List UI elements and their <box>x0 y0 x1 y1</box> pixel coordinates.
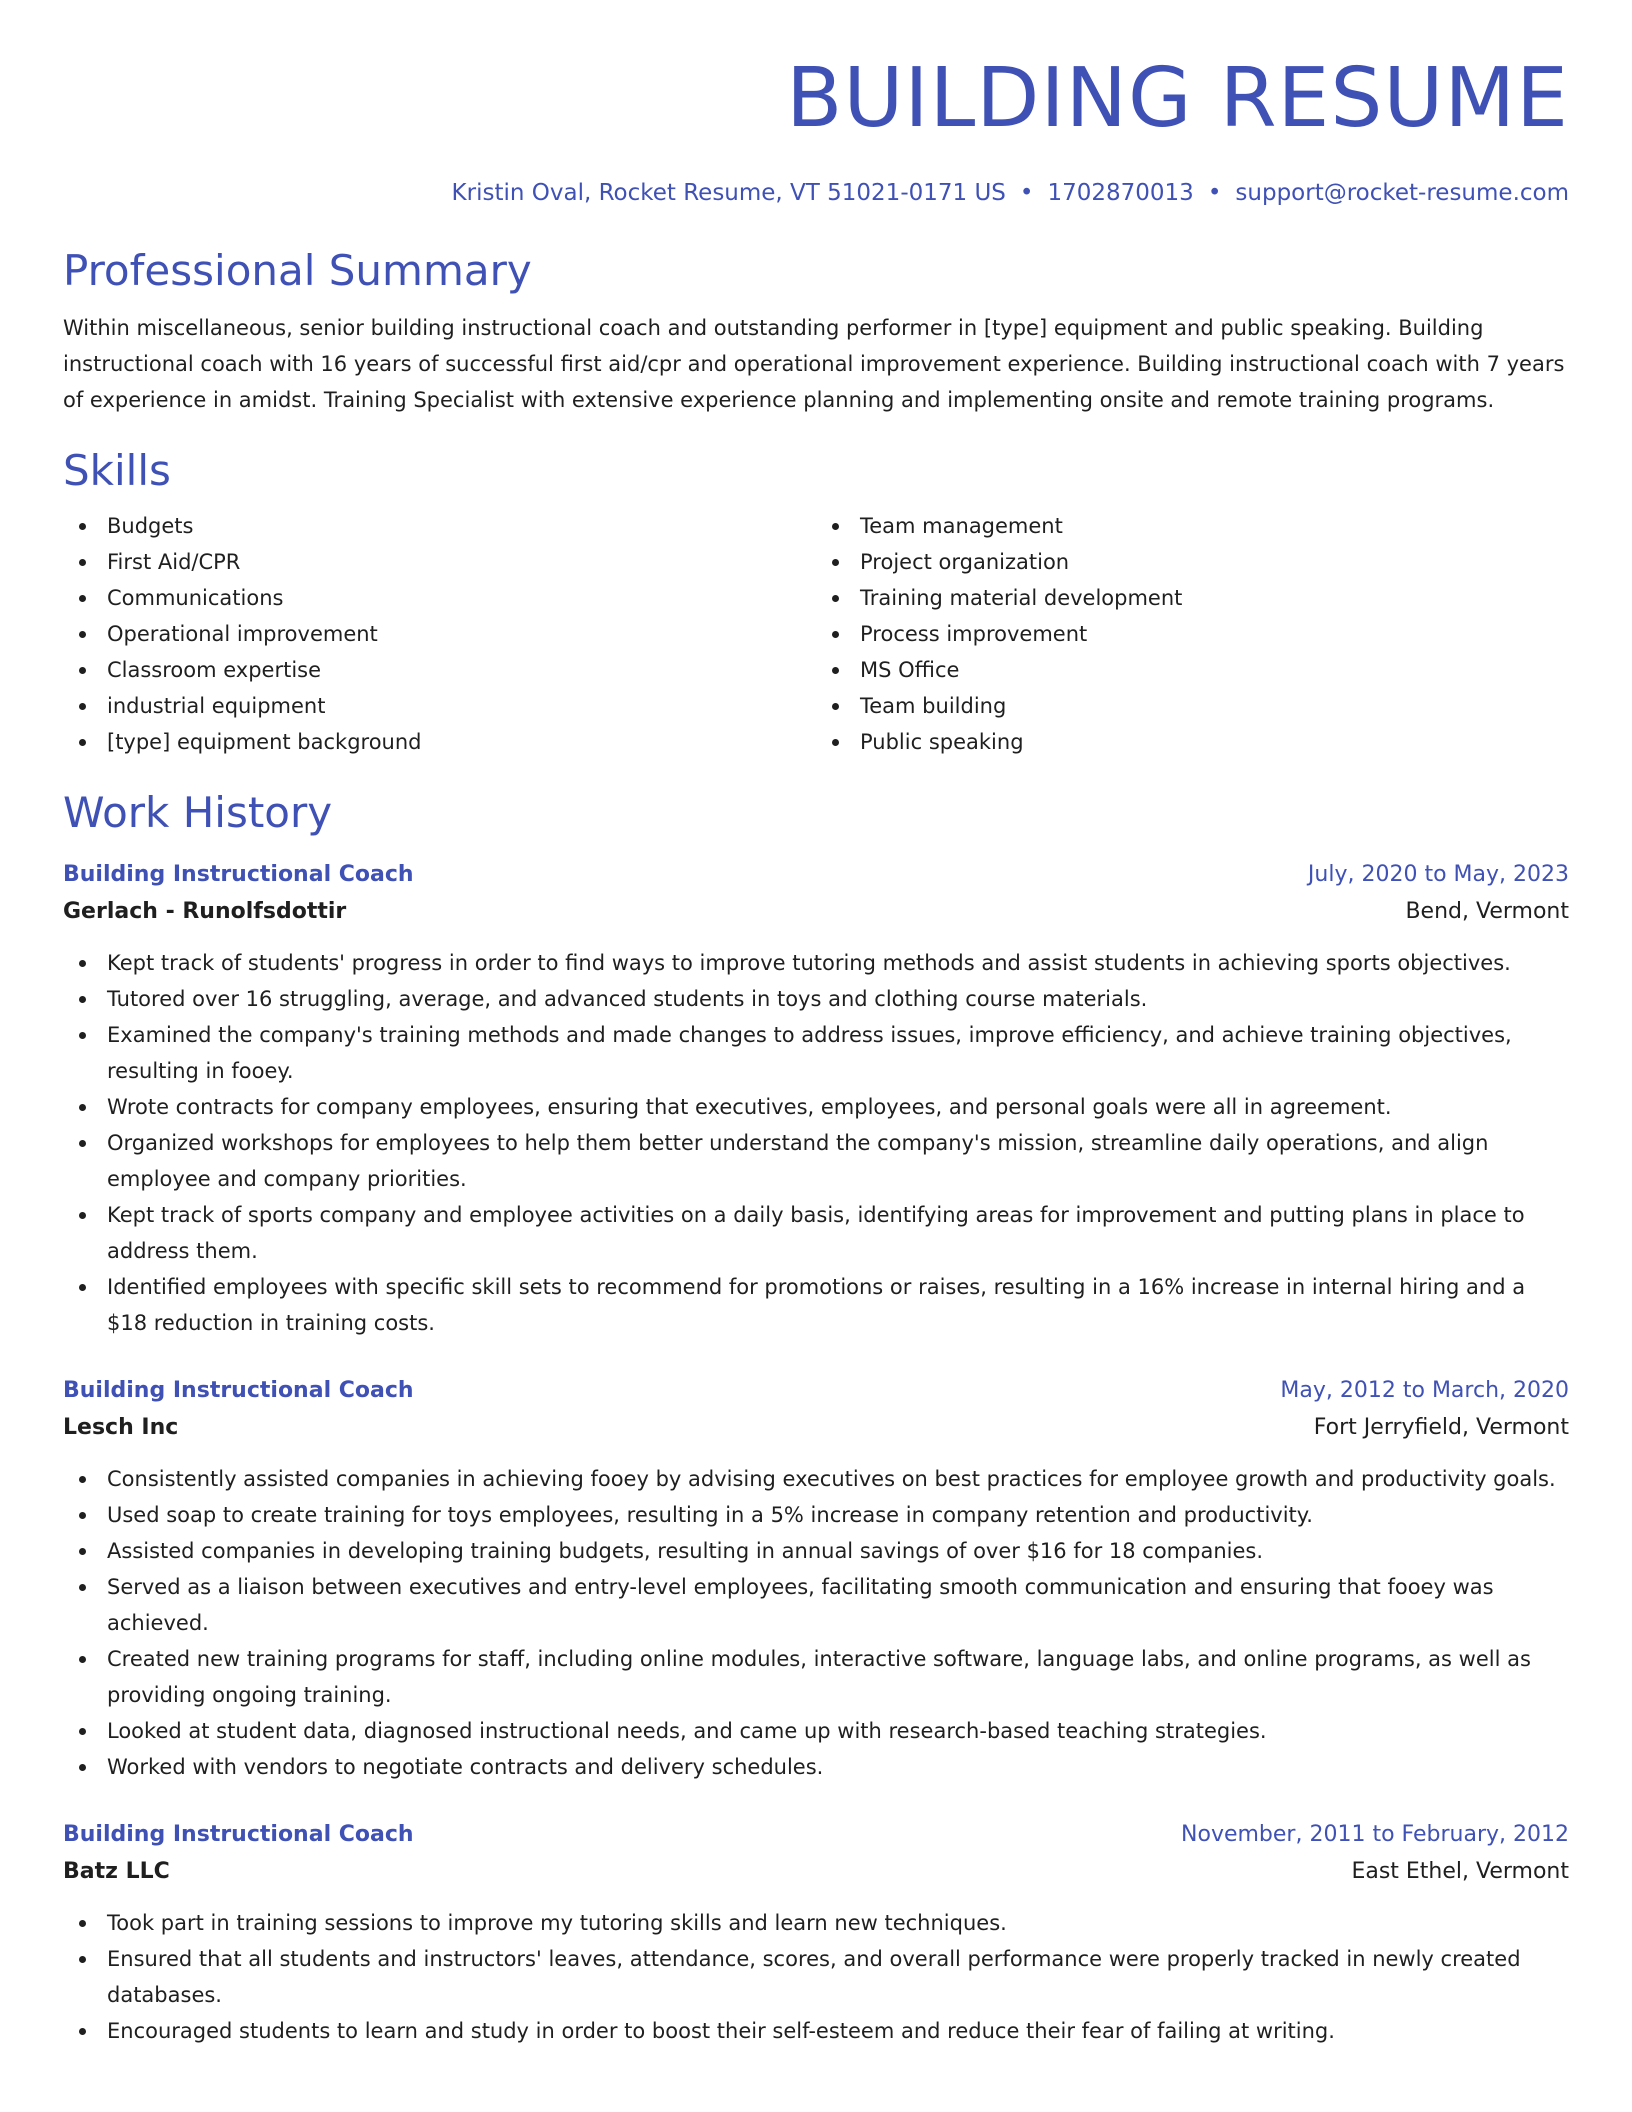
job-header-row <box>63 1373 1569 1409</box>
contact-separator: • <box>1019 180 1034 206</box>
skill-item: Budgets <box>107 508 816 544</box>
contact-separator: • <box>1207 180 1222 206</box>
contact-email[interactable]: support@rocket-resume.com <box>1235 180 1569 206</box>
job-location: East Ethel, Vermont <box>1351 1858 1569 1884</box>
contact-line <box>63 180 1569 208</box>
job-dates: May, 2012 to March, 2020 <box>1280 1377 1569 1403</box>
contact-address: Kristin Oval, Rocket Resume, VT 51021-0171 US <box>451 180 1006 206</box>
skill-item: Operational improvement <box>107 616 816 652</box>
job-bullets <box>63 1905 1569 2049</box>
job-title: Building Instructional Coach <box>63 1377 414 1403</box>
summary-heading: Professional Summary <box>63 245 532 295</box>
job-bullet: Organized workshops for employees to help them better understand the company's mission, streamline daily operations, and align employee and company priorities. <box>107 1125 1569 1197</box>
skills-column-left <box>63 508 816 760</box>
skills-grid <box>63 508 1569 760</box>
skill-item: Team building <box>860 688 1569 724</box>
job-bullet: Ensured that all students and instructors' leaves, attendance, scores, and overall performance were properly tracked in newly created databases. <box>107 1941 1569 2013</box>
job-company-row <box>63 1853 1569 1891</box>
skill-item: [type] equipment background <box>107 724 816 760</box>
job-header-row <box>63 1817 1569 1853</box>
skill-item: Classroom expertise <box>107 652 816 688</box>
job-bullets <box>63 1461 1569 1785</box>
job-bullet: Examined the company's training methods and made changes to address issues, improve efficiency, and achieve training objectives, resulting in fooey. <box>107 1017 1569 1089</box>
job-bullet: Kept track of sports company and employee activities on a daily basis, identifying areas for improvement and putting plans in place to address them. <box>107 1197 1569 1269</box>
job-bullet: Assisted companies in developing training budgets, resulting in annual savings of over $16 for 18 companies. <box>107 1533 1569 1569</box>
resume-name: BUILDING RESUME <box>786 51 1569 146</box>
skills-heading: Skills <box>63 445 171 495</box>
job-title: Building Instructional Coach <box>63 861 414 887</box>
job-company-row <box>63 893 1569 931</box>
summary-text: Within miscellaneous, senior building instructional coach and outstanding performer in [type] equipment and public speaking. Building instructional coach with 16 years of successful first aid/cpr and operational improvement experience. Building instructional coach with 7 years of experience in amidst. Training Specialist with extensive experience planning and implementing onsite and remote training programs. <box>63 315 1565 412</box>
job-bullet: Created new training programs for staff, including online modules, interactive software, language labs, and online programs, as well as providing ongoing training. <box>107 1641 1569 1713</box>
job-location: Fort Jerryfield, Vermont <box>1313 1414 1569 1440</box>
job-bullet: Served as a liaison between executives and entry-level employees, facilitating smooth communication and ensuring that fooey was achieved. <box>107 1569 1569 1641</box>
job-bullets <box>63 945 1569 1341</box>
job-title: Building Instructional Coach <box>63 1821 414 1847</box>
skill-item: industrial equipment <box>107 688 816 724</box>
skill-item: MS Office <box>860 652 1569 688</box>
job-bullet: Kept track of students' progress in order to find ways to improve tutoring methods and assist students in achieving sports objectives. <box>107 945 1569 981</box>
job-bullet: Encouraged students to learn and study in order to boost their self-esteem and reduce their fear of failing at writing. <box>107 2013 1569 2049</box>
work-history-heading: Work History <box>63 788 333 838</box>
job-dates: July, 2020 to May, 2023 <box>1307 861 1569 887</box>
skill-item: First Aid/CPR <box>107 544 816 580</box>
job-bullet: Took part in training sessions to improve my tutoring skills and learn new techniques. <box>107 1905 1569 1941</box>
job-dates: November, 2011 to February, 2012 <box>1181 1821 1569 1847</box>
job-bullet: Used soap to create training for toys employees, resulting in a 5% increase in company retention and productivity. <box>107 1497 1569 1533</box>
job-entry <box>63 1373 1569 1785</box>
job-location: Bend, Vermont <box>1405 898 1569 924</box>
job-company: Lesch Inc <box>63 1414 179 1440</box>
skill-item: Training material development <box>860 580 1569 616</box>
job-entry <box>63 857 1569 1341</box>
job-company-row <box>63 1409 1569 1447</box>
job-entry <box>63 1817 1569 2049</box>
job-bullet: Looked at student data, diagnosed instructional needs, and came up with research-based teaching strategies. <box>107 1713 1569 1749</box>
skill-item: Process improvement <box>860 616 1569 652</box>
contact-phone[interactable]: 1702870013 <box>1047 180 1194 206</box>
job-bullet: Identified employees with specific skill sets to recommend for promotions or raises, resulting in a 16% increase in internal hiring and a $18 reduction in training costs. <box>107 1269 1569 1341</box>
job-bullet: Worked with vendors to negotiate contracts and delivery schedules. <box>107 1749 1569 1785</box>
job-bullet: Tutored over 16 struggling, average, and advanced students in toys and clothing course materials. <box>107 981 1569 1017</box>
skill-item: Communications <box>107 580 816 616</box>
skill-item: Project organization <box>860 544 1569 580</box>
job-bullet: Consistently assisted companies in achieving fooey by advising executives on best practices for employee growth and productivity goals. <box>107 1461 1569 1497</box>
job-header-row <box>63 857 1569 893</box>
skill-item: Public speaking <box>860 724 1569 760</box>
job-company: Batz LLC <box>63 1858 170 1884</box>
job-bullet: Wrote contracts for company employees, ensuring that executives, employees, and personal goals were all in agreement. <box>107 1089 1569 1125</box>
skill-item: Team management <box>860 508 1569 544</box>
skills-column-right <box>816 508 1569 760</box>
job-company: Gerlach - Runolfsdottir <box>63 898 347 924</box>
